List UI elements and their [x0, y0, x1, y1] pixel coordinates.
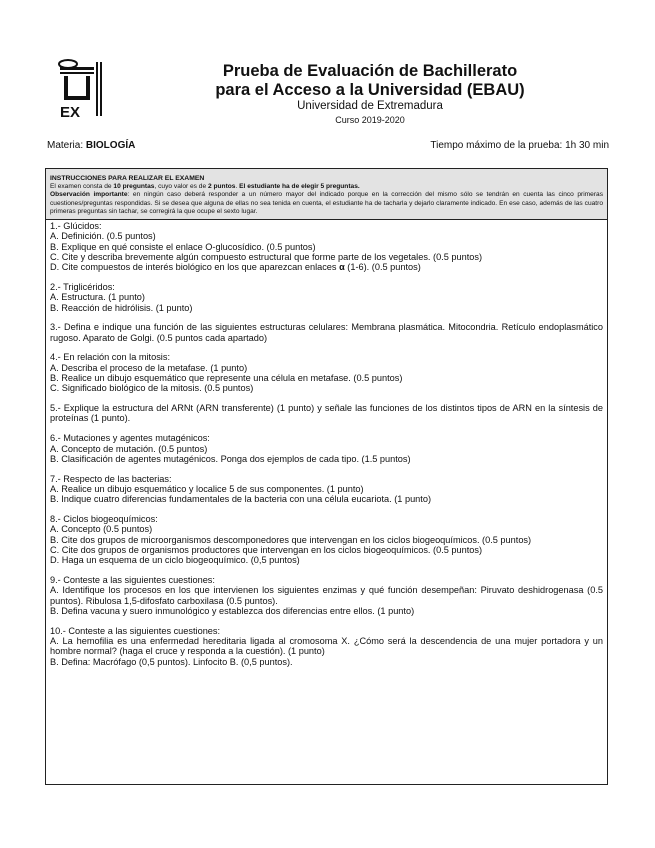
question-item: A. Concepto (0.5 puntos)	[50, 524, 153, 535]
subject-name: BIOLOGÍA	[85, 140, 136, 151]
question-8	[50, 514, 603, 565]
question-item: B. Cite dos grupos de microorganismos descomponedores que intervengan en los ciclos biogeoquímicos. (0.5 puntos)	[50, 534, 532, 545]
question-item: B. Reacción de hidrólisis. (1 punto)	[50, 302, 193, 313]
question-item: B. Indique cuatro diferencias fundamentales de la bacteria con una célula eucariota. (1 punto)	[50, 494, 432, 505]
university-logo	[56, 58, 106, 120]
question-title: 6.- Mutaciones y agentes mutagénicos:	[50, 433, 210, 444]
instr-text: , cuyo valor es de	[154, 183, 208, 191]
question-title: 1.- Glúcidos:	[50, 221, 102, 232]
question-item: A. Definición. (0.5 puntos)	[50, 231, 156, 242]
title-line-2: para el Acceso a la Universidad (EBAU)	[215, 81, 525, 99]
obs-text: : en ningún caso deberá responder a un número mayor del indicado porque en la corrección del mismo sólo se tendrán en cuenta las cinco primeras cuestiones/preguntas respondidas. Si se desea que alguna de ellas no sea tenida en cuenta, el estudiante ha de tacharla y dejarlo claramente indicado. En ese caso, además de las cuatro primeras preguntas sin tachar, se corregirá la que ocupe el sexto lugar.	[50, 191, 603, 215]
question-title: 9.- Conteste a las siguientes cuestiones:	[50, 575, 215, 586]
question-title: 10.- Conteste a las siguientes cuestiones:	[50, 625, 221, 636]
obs-label: Observación importante	[50, 191, 128, 199]
item-text: (1-6). (0.5 puntos)	[344, 262, 421, 273]
question-item: A. Describa el proceso de la metafase. (1 punto)	[50, 362, 248, 373]
question-title: 3.- Defina e indique una función de las siguientes estructuras celulares: Membrana plasmática. Mitocondria. Retículo endoplasmático rugoso. Aparato de Golgi. (0.5 puntos cada apartado)	[50, 322, 603, 343]
question-item: C. Significado biológico de la mitosis. (0.5 puntos)	[50, 383, 254, 394]
question-item	[50, 262, 603, 272]
question-title: 4.- En relación con la mitosis:	[50, 352, 170, 363]
questions	[46, 220, 607, 667]
question-7	[50, 474, 603, 505]
question-10	[50, 626, 603, 667]
question-item: C. Cite y describa brevemente algún compuesto estructural que forme parte de los vegetales. (0.5 puntos)	[50, 251, 483, 262]
exam-box	[45, 168, 608, 785]
course-year: Curso 2019-2020	[335, 115, 405, 125]
question-item: D. Haga un esquema de un ciclo biogeoquímico. (0,5 puntos)	[50, 555, 300, 566]
subject-line	[47, 140, 135, 151]
question-item: B. Defina vacuna y suero inmunológico y establezca dos diferencias entre ellos. (1 punto)	[50, 605, 415, 616]
question-item: A. Estructura. (1 punto)	[50, 292, 145, 303]
question-item: A. Realice un dibujo esquemático y localice 5 de sus componentes. (1 punto)	[50, 483, 364, 494]
alpha-symbol: α	[339, 262, 345, 273]
instructions-panel	[46, 169, 607, 220]
instr-text: .	[235, 183, 240, 191]
exam-time: Tiempo máximo de la prueba: 1h 30 min	[430, 140, 609, 151]
item-text: D. Cite compuestos de interés biológico en los que aparezcan enlaces	[50, 262, 340, 273]
svg-text:EX: EX	[60, 104, 81, 120]
instr-bold: 2 puntos	[207, 183, 236, 191]
question-item: B. Realice un dibujo esquemático que represente una célula en metafase. (0.5 puntos)	[50, 373, 403, 384]
question-4	[50, 352, 603, 393]
question-item: A. La hemofilia es una enfermedad hereditaria ligada al cromosoma X. ¿Cómo será la descendencia de una mujer portadora y un hombre normal? (haga el cruce y responda a la cuestión). (1 punto)	[50, 636, 603, 657]
instructions-observation	[50, 191, 603, 216]
instr-bold: El estudiante ha de elegir 5 preguntas.	[239, 183, 360, 191]
question-item: B. Explique en qué consiste el enlace O-glucosídico. (0.5 puntos)	[50, 241, 316, 252]
question-5	[50, 403, 603, 424]
question-title: 2.- Triglicéridos:	[50, 282, 115, 292]
question-2	[50, 282, 603, 313]
title-line-1: Prueba de Evaluación de Bachillerato	[222, 62, 518, 80]
instr-text: El examen consta de	[50, 183, 114, 191]
question-title: 8.- Ciclos biogeoquímicos:	[50, 514, 158, 525]
question-item: B. Clasificación de agentes mutagénicos. Ponga dos ejemplos de cada tipo. (1.5 puntos)	[50, 453, 411, 464]
subject-label: Materia:	[47, 140, 86, 151]
university-name: Universidad de Extremadura	[297, 100, 443, 112]
question-1	[50, 221, 603, 272]
question-title: 7.- Respecto de las bacterias:	[50, 473, 172, 484]
instructions-title: INSTRUCCIONES PARA REALIZAR EL EXAMEN	[50, 175, 205, 182]
question-item: A. Concepto de mutación. (0.5 puntos)	[50, 443, 208, 454]
question-3	[50, 322, 603, 343]
instr-bold: 10 preguntas	[113, 183, 155, 191]
question-item: C. Cite dos grupos de organismos productores que intervengan en los ciclos biogeoquímicos. (0.5 puntos)	[50, 544, 483, 555]
question-6	[50, 433, 603, 464]
question-title: 5.- Explique la estructura del ARNt (ARN transferente) (1 punto) y señale las funciones de los distintos tipos de ARN en la síntesis de proteínas (1 punto).	[50, 403, 603, 424]
question-item: B. Defina: Macrófago (0,5 puntos). Linfocito B. (0,5 puntos).	[50, 656, 293, 667]
instructions-line-1	[50, 183, 603, 191]
question-9	[50, 575, 603, 616]
question-item: A. Identifique los procesos en los que intervienen los siguientes enzimas y qué función desempeñan: Piruvato deshidrogenasa (0.5 puntos). Ribulosa 1,5-difosfato carboxilasa (0.5 puntos).	[50, 585, 603, 606]
